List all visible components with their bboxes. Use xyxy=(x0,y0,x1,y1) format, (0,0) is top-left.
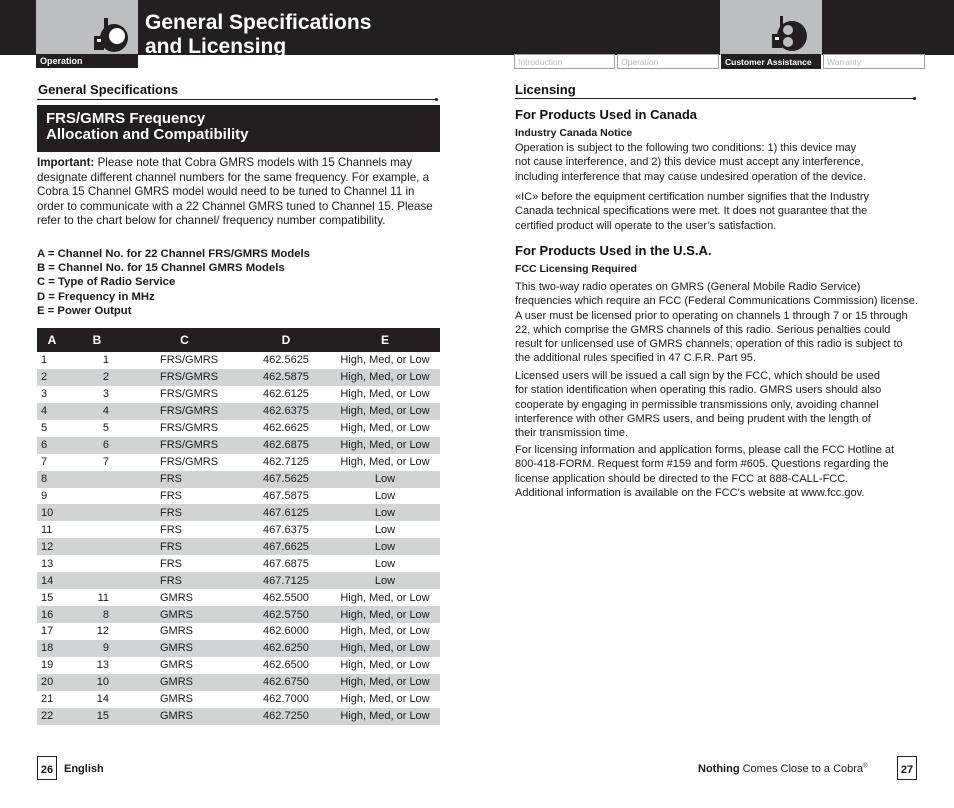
table-cell xyxy=(67,504,127,521)
table-row xyxy=(37,555,440,572)
table-row xyxy=(37,386,440,403)
table-cell: 20 xyxy=(37,674,67,691)
fcc-label: FCC Licensing Required xyxy=(515,263,637,275)
table-row xyxy=(37,369,440,386)
table-cell: 467.5625 xyxy=(242,471,330,488)
table-cell: 462.7125 xyxy=(263,456,309,469)
table-cell: FRS xyxy=(160,489,182,502)
legend-item: B = Channel No. for 15 Channel GMRS Models xyxy=(37,262,285,275)
table-cell: 1 xyxy=(102,354,109,367)
table-cell xyxy=(67,488,127,505)
table-row xyxy=(37,606,440,623)
table-row xyxy=(37,691,440,708)
table-cell: Low xyxy=(374,523,396,536)
table-cell: 462.7000 xyxy=(263,693,309,706)
table-row xyxy=(37,521,440,538)
table-cell: 11 xyxy=(97,591,109,604)
table-row xyxy=(37,572,440,589)
table-cell: 462.6250 xyxy=(242,640,330,657)
table-cell: High, Med, or Low xyxy=(330,369,440,386)
table-cell: 10 xyxy=(67,674,127,691)
table-cell: High, Med, or Low xyxy=(330,403,440,420)
usa-paragraph-2: Licensed users will be issued a call sign by the FCC, which should be used for station identification when operating this radio. GMRS users should also cooperate by engaging in permissible transmissions only, avoiding channel interference with other GMRS users, and being prudent with the length of their transmission time. xyxy=(515,370,882,440)
table-cell: Low xyxy=(374,489,396,502)
table-cell: GMRS xyxy=(160,591,193,604)
table-cell: 14 xyxy=(37,572,67,589)
frequency-banner: FRS/GMRS Frequency Allocation and Compatibility xyxy=(37,105,440,152)
table-cell: 462.6375 xyxy=(242,403,330,420)
legend-item: A = Channel No. for 22 Channel FRS/GMRS Models xyxy=(37,248,310,260)
table-cell: 13 xyxy=(96,659,109,672)
table-cell: 467.6375 xyxy=(263,523,309,536)
tab-warranty[interactable]: Warranty xyxy=(823,54,925,69)
column-header: A xyxy=(37,328,67,352)
table-cell: FRS/GMRS xyxy=(127,369,242,386)
usa-paragraph-3: For licensing information and application forms, please call the FCC Hotline at 800-418-FORM. Request form #159 and form #605. Questions regarding the license application should be directed to the FCC at 888-CALL-FCC. Additional information is available on the FCC’s website at www.fcc.gov. xyxy=(515,444,895,499)
table-cell: Low xyxy=(374,557,396,570)
table-cell: 462.6625 xyxy=(263,422,309,435)
table-cell: FRS/GMRS xyxy=(160,388,219,401)
table-cell: 6 xyxy=(67,437,127,454)
important-note xyxy=(37,156,440,229)
table-cell: 18 xyxy=(37,640,67,657)
table-cell: 462.6750 xyxy=(242,674,330,691)
table-cell: 6 xyxy=(37,437,67,454)
tab-operation[interactable]: Operation xyxy=(617,54,719,69)
table-cell xyxy=(67,572,127,589)
table-row xyxy=(37,471,440,488)
table-row xyxy=(37,708,440,725)
table-cell: 467.6875 xyxy=(263,557,309,570)
table-cell: High, Med, or Low xyxy=(330,606,440,623)
table-row xyxy=(37,538,440,555)
column-legend xyxy=(37,247,440,318)
column-header: B xyxy=(67,328,127,352)
table-cell: 17 xyxy=(41,625,54,638)
table-cell: GMRS xyxy=(127,606,242,623)
language-label: English xyxy=(64,763,104,775)
column-header: C xyxy=(127,328,242,352)
table-cell: FRS/GMRS xyxy=(127,437,242,454)
table-cell: High, Med, or Low xyxy=(330,640,440,657)
table-cell: FRS xyxy=(160,523,182,536)
table-cell xyxy=(67,538,127,555)
table-cell: High, Med, or Low xyxy=(330,437,440,454)
table-cell: 21 xyxy=(41,693,54,706)
customer-assistance-icon xyxy=(768,14,810,54)
table-cell: 11 xyxy=(41,523,53,536)
table-cell: 462.6500 xyxy=(263,659,309,672)
table-row xyxy=(37,454,440,471)
table-cell: FRS/GMRS xyxy=(160,354,219,367)
table-cell: High, Med, or Low xyxy=(340,625,430,638)
table-cell: 12 xyxy=(96,625,109,638)
table-cell: 467.7125 xyxy=(242,572,330,589)
page-title: General Specifications and Licensing xyxy=(145,11,372,58)
canada-heading: For Products Used in Canada xyxy=(515,107,698,122)
canada-paragraph-1: Operation is subject to the following two conditions: 1) this device may not cause interference, and 2) this device must accept any interference, including interference that may cause undesired operation of the device. xyxy=(515,142,866,183)
table-cell: GMRS xyxy=(127,674,242,691)
table-cell: High, Med, or Low xyxy=(330,708,440,725)
table-cell: 19 xyxy=(41,659,54,672)
table-header-row xyxy=(37,328,440,352)
table-cell: High, Med, or Low xyxy=(340,591,430,604)
table-cell: FRS xyxy=(127,572,242,589)
table-row xyxy=(37,640,440,657)
table-row xyxy=(37,674,440,691)
table-cell: 3 xyxy=(41,388,48,401)
table-cell: FRS xyxy=(160,557,182,570)
table-cell: GMRS xyxy=(160,693,193,706)
table-cell: High, Med, or Low xyxy=(340,659,430,672)
table-cell: 4 xyxy=(67,403,127,420)
table-cell: 4 xyxy=(37,403,67,420)
table-cell: 462.6875 xyxy=(242,437,330,454)
table-cell: 462.5875 xyxy=(242,369,330,386)
channel-table xyxy=(37,328,440,725)
table-row xyxy=(37,403,440,420)
canada-notice-label: Industry Canada Notice xyxy=(515,127,633,139)
table-row xyxy=(37,488,440,505)
table-cell: 13 xyxy=(41,557,54,570)
table-row xyxy=(37,504,440,521)
usa-paragraph-1: This two-way radio operates on GMRS (General Mobile Radio Service) frequencies which require an FCC (Federal Communications Commission) license. A user must be licensed prior to operating on channels 1 through 7 or 15 through 22, which comprise the GMRS channels of this radio. Serious penalties could result for unlicensed use of GMRS channels; operation of this radio is subject to the additional rules specified in 47 C.F.R. Part 95. xyxy=(515,281,918,365)
tab-customer-assistance[interactable]: Customer Assistance xyxy=(721,54,821,69)
table-row xyxy=(37,437,440,454)
table-cell: Low xyxy=(330,572,440,589)
legend-item: D = Frequency in MHz xyxy=(37,290,155,303)
column-header: D xyxy=(242,328,330,352)
table-cell: Low xyxy=(330,538,440,555)
table-cell: High, Med, or Low xyxy=(340,354,430,367)
table-cell: Low xyxy=(330,504,440,521)
table-cell: High, Med, or Low xyxy=(340,456,430,469)
table-cell: 14 xyxy=(96,693,109,706)
table-cell: 462.6125 xyxy=(263,388,309,401)
table-cell: GMRS xyxy=(160,625,193,638)
table-cell: 1 xyxy=(41,354,48,367)
table-cell: FRS/GMRS xyxy=(160,422,219,435)
rule-end-dot xyxy=(435,98,438,101)
table-cell: 462.5625 xyxy=(263,354,309,367)
tagline: Nothing Comes Close to a Cobra® xyxy=(698,763,868,775)
table-cell: 467.5875 xyxy=(263,489,309,502)
table-cell: 9 xyxy=(67,640,127,657)
table-cell: 467.6625 xyxy=(242,538,330,555)
table-cell: FRS/GMRS xyxy=(127,403,242,420)
table-cell: High, Med, or Low xyxy=(340,388,430,401)
table-cell: 462.5750 xyxy=(242,606,330,623)
table-cell: GMRS xyxy=(127,708,242,725)
table-cell: 467.6125 xyxy=(242,504,330,521)
section-rule xyxy=(37,99,436,100)
table-row xyxy=(37,352,440,369)
table-cell: FRS xyxy=(127,504,242,521)
table-cell: 7 xyxy=(41,456,48,469)
usa-heading: For Products Used in the U.S.A. xyxy=(515,243,712,258)
table-cell: FRS/GMRS xyxy=(160,456,219,469)
table-cell: 462.6000 xyxy=(263,625,309,638)
tab-introduction[interactable]: Introduction xyxy=(514,54,615,69)
table-cell: 5 xyxy=(102,422,109,435)
section-tabs xyxy=(514,54,927,69)
table-row xyxy=(37,657,440,674)
table-cell: High, Med, or Low xyxy=(330,674,440,691)
table-cell: FRS xyxy=(127,471,242,488)
section-heading-general: General Specifications xyxy=(38,82,179,97)
table-cell: 15 xyxy=(67,708,127,725)
table-cell: 8 xyxy=(67,606,127,623)
table-cell: 5 xyxy=(41,422,48,435)
column-header: E xyxy=(330,328,440,352)
important-label: Important: xyxy=(37,156,95,169)
rule-end-dot xyxy=(913,97,916,100)
table-cell: 15 xyxy=(41,591,54,604)
table-cell: 8 xyxy=(37,471,67,488)
section-rule xyxy=(515,98,914,99)
table-cell xyxy=(67,521,127,538)
table-cell: High, Med, or Low xyxy=(340,693,430,706)
table-row xyxy=(37,623,440,640)
table-row xyxy=(37,589,440,606)
important-text: Please note that Cobra GMRS models with 15 Channels may designate different channel numbers for the same frequency. For example, a Cobra 15 Channel GMRS model would need to be tuned to Channel 11 in order to communicate with a 22 Channel GMRS tuned to Channel 15. Please refer to the chart below for channel/ frequency number compatibility. xyxy=(37,156,433,227)
table-cell: Low xyxy=(330,471,440,488)
table-cell: 12 xyxy=(37,538,67,555)
table-cell: GMRS xyxy=(160,659,193,672)
table-cell: GMRS xyxy=(127,640,242,657)
table-cell: 22 xyxy=(37,708,67,725)
table-cell: 10 xyxy=(37,504,67,521)
table-cell: 16 xyxy=(37,606,67,623)
legend-item: C = Type of Radio Service xyxy=(37,276,176,289)
table-cell: 462.7250 xyxy=(242,708,330,725)
canada-paragraph-2: «IC» before the equipment certification number signifies that the Industry Canada technical specifications were met. It does not guarantee that the certified product will operate to the user’s satisfaction. xyxy=(515,191,870,232)
legend-item: E = Power Output xyxy=(37,304,132,317)
section-label: Operation xyxy=(36,54,138,68)
table-cell: 7 xyxy=(102,456,109,469)
table-cell: 2 xyxy=(67,369,127,386)
table-cell: 462.5500 xyxy=(263,591,309,604)
table-cell: High, Med, or Low xyxy=(340,422,430,435)
page-number-right: 27 xyxy=(897,756,917,780)
operation-icon xyxy=(90,14,132,54)
table-cell: 2 xyxy=(37,369,67,386)
section-heading-licensing: Licensing xyxy=(515,82,576,97)
table-cell: 9 xyxy=(41,489,48,502)
page-number-left: 26 xyxy=(37,756,57,780)
table-row xyxy=(37,420,440,437)
table-cell: FRS xyxy=(127,538,242,555)
table-cell xyxy=(67,471,127,488)
table-cell: 3 xyxy=(102,388,109,401)
table-cell xyxy=(67,555,127,572)
